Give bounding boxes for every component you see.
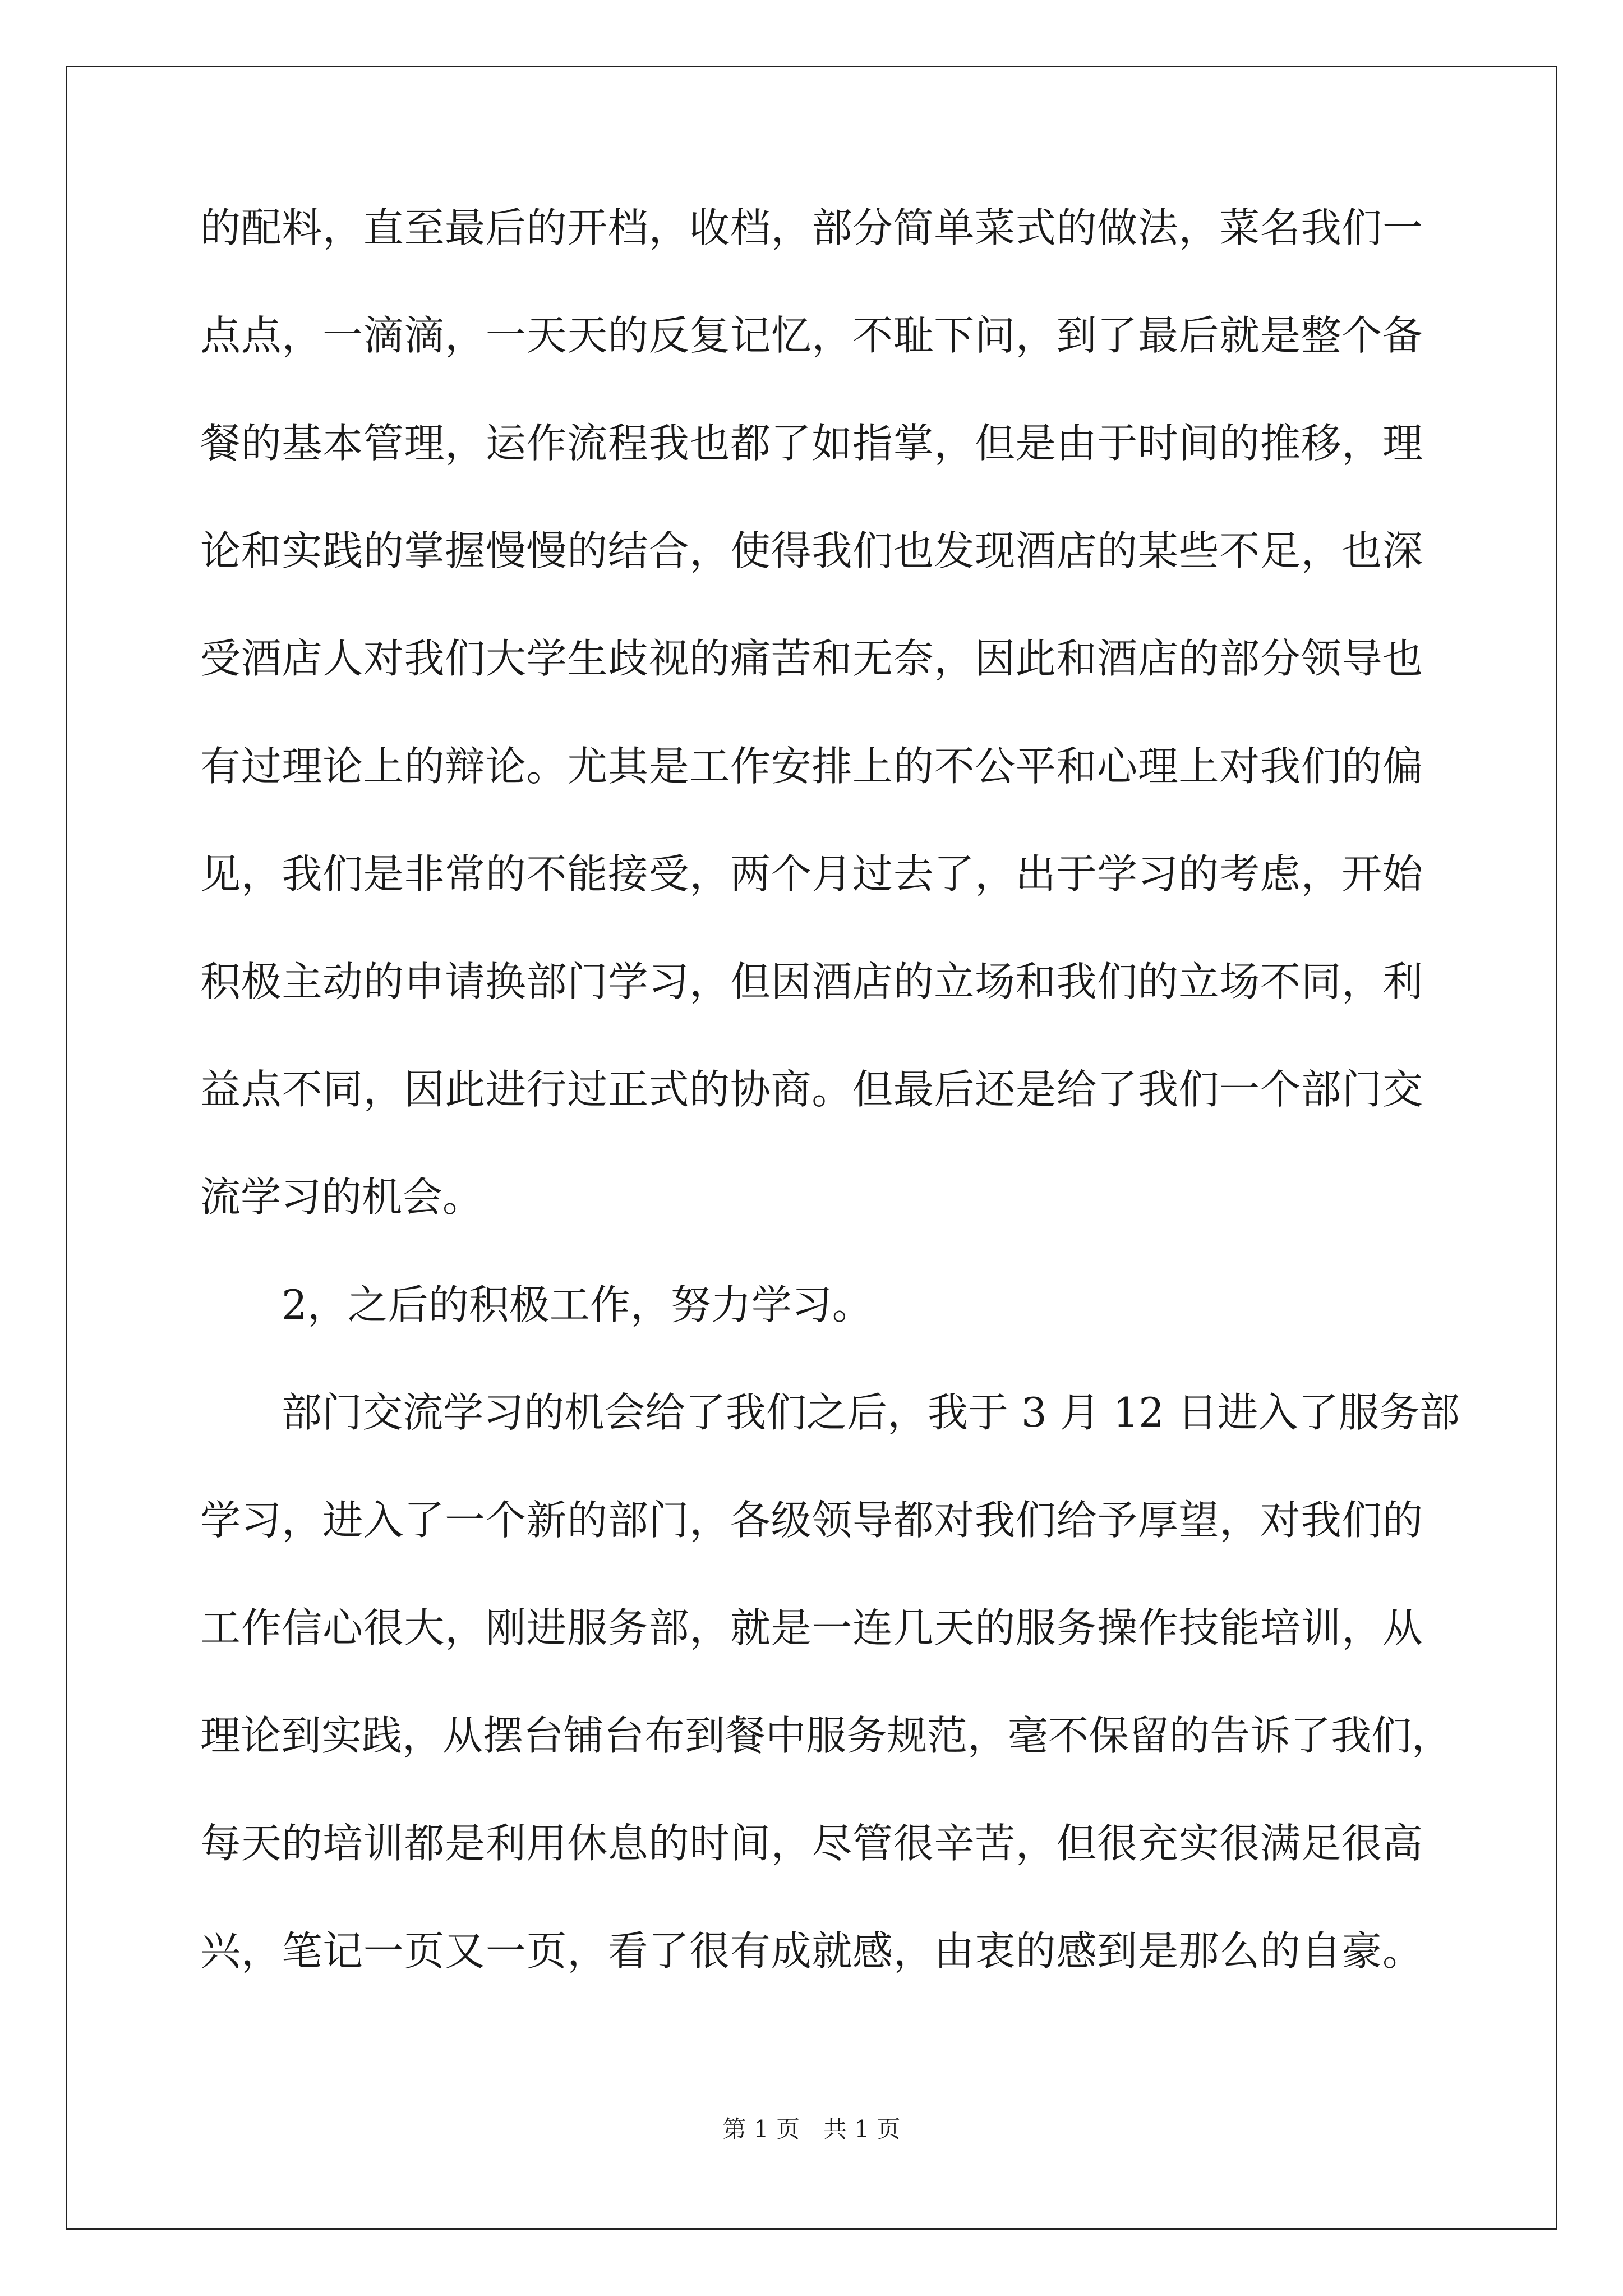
paragraph-line: 论和实践的掌握慢慢的结合，使得我们也发现酒店的某些不足，也深 (200, 527, 1423, 574)
paragraph-line: 点点，一滴滴，一天天的反复记忆，不耻下问，到了最后就是整个备 (200, 312, 1423, 359)
paragraph-line: 益点不同，因此进行过正式的协商。但最后还是给了我们一个部门交 (200, 1066, 1423, 1113)
paragraph-line: 餐的基本管理，运作流程我也都了如指掌，但是由于时间的推移，理 (200, 420, 1423, 467)
page-number-footer: 第 1 页 共 1 页 (722, 2115, 901, 2143)
paragraph-line: 积极主动的申请换部门学习，但因酒店的立场和我们的立场不同，利 (200, 958, 1423, 1005)
paragraph-line: 有过理论上的辩论。尤其是工作安排上的不公平和心理上对我们的偏 (200, 743, 1423, 790)
section-heading: 2，之后的积极工作，努力学习。 (282, 1281, 873, 1328)
paragraph-line: 兴，笔记一页又一页，看了很有成就感，由衷的感到是那么的自豪。 (200, 1927, 1423, 1975)
document-body (200, 204, 1460, 2039)
paragraph-line: 每天的培训都是利用休息的时间，尽管很辛苦，但很充实很满足很高 (200, 1820, 1423, 1867)
paragraph-line: 工作信心很大，刚进服务部，就是一连几天的服务操作技能培训，从 (200, 1604, 1423, 1651)
paragraph-line: 流学习的机会。 (200, 1174, 483, 1221)
paragraph-line: 受酒店人对我们大学生歧视的痛苦和无奈，因此和酒店的部分领导也 (200, 635, 1423, 682)
paragraph-line: 部门交流学习的机会给了我们之后，我于 3 月 12 日进入了服务部 (282, 1389, 1460, 1436)
paragraph-line: 理论到实践，从摆台铺台布到餐中服务规范，毫不保留的告诉了我们， (200, 1712, 1453, 1759)
paragraph-line: 学习，进入了一个新的部门，各级领导都对我们给予厚望，对我们的 (200, 1497, 1423, 1544)
paragraph-line: 见，我们是非常的不能接受，两个月过去了，出于学习的考虑，开始 (200, 850, 1423, 898)
paragraph-line: 的配料，直至最后的开档，收档，部分简单菜式的做法，菜名我们一 (200, 204, 1423, 251)
